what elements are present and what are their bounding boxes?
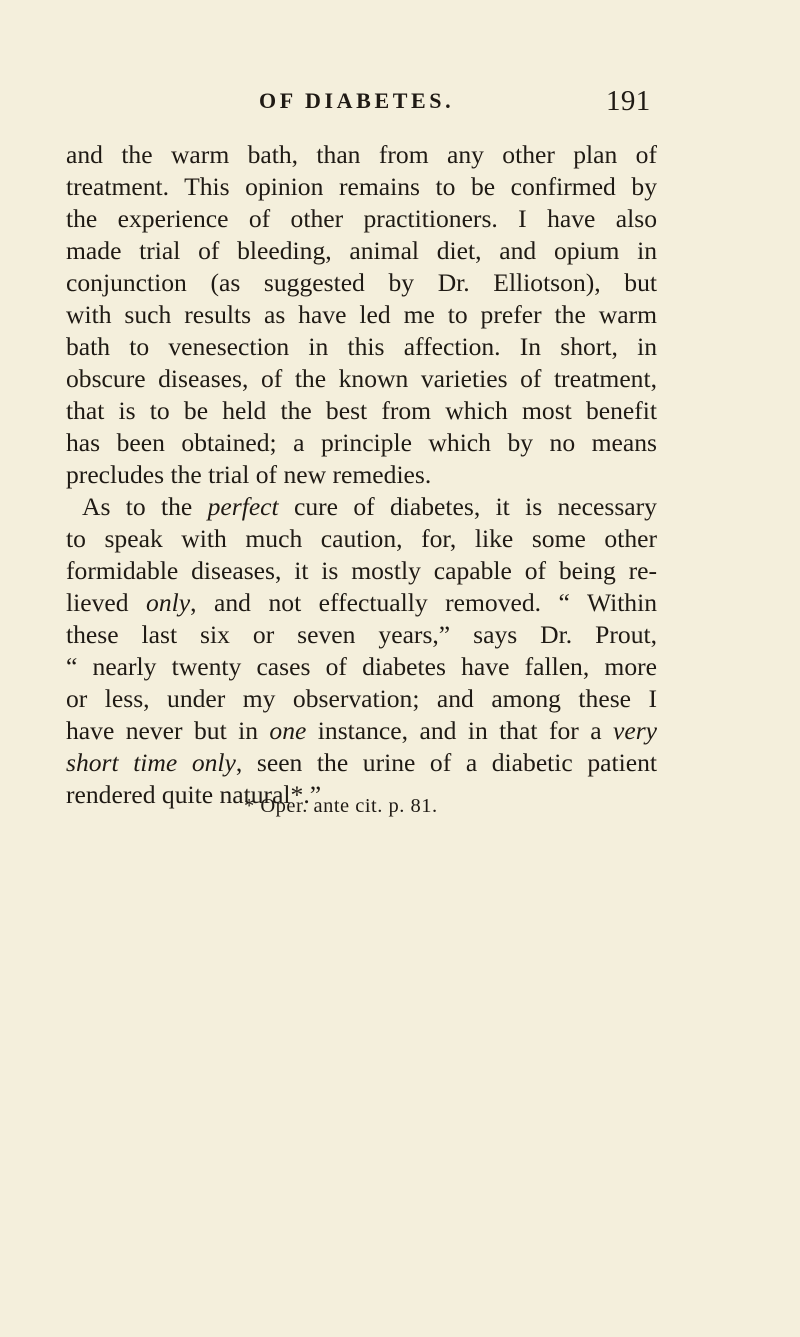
line-text: , seen the urine of a diabetic patient xyxy=(235,748,657,777)
text-line-with-emphasis xyxy=(66,747,657,779)
text-line: made trial of bleeding, animal diet, and opium in xyxy=(66,236,657,265)
text-line: “ nearly twenty cases of diabetes have fallen, more xyxy=(66,652,657,681)
line-text: , and not effectually removed. “ Within xyxy=(190,588,657,617)
text-line: has been obtained; a principle which by no means xyxy=(66,428,657,457)
text-line: or less, under my observation; and among these I xyxy=(66,684,657,713)
text-line: the experience of other practitioners. I have also xyxy=(66,204,657,233)
emphasized-word: one xyxy=(269,716,307,745)
text-line: obscure diseases, of the known varieties of treatment, xyxy=(66,364,657,393)
text-line-with-emphasis xyxy=(66,587,657,619)
paragraph-end-line: rendered quite natural*.” xyxy=(66,780,322,809)
text-line: and the warm bath, than from any other plan of xyxy=(66,140,657,169)
line-text: instance, and in that for a xyxy=(306,716,613,745)
line-text: cure of diabetes, it is necessary xyxy=(278,492,657,521)
line-text: lieved xyxy=(66,588,147,617)
text-line: to speak with much caution, for, like some other xyxy=(66,524,657,553)
page-number: 191 xyxy=(606,85,651,117)
line-text: As to the xyxy=(82,492,208,521)
text-line-with-emphasis xyxy=(66,715,657,747)
running-title: OF DIABETES. xyxy=(259,88,455,113)
footnote: * Oper. ante cit. p. 81. xyxy=(244,795,438,817)
emphasized-word: very xyxy=(612,716,657,745)
text-line: that is to be held the best from which most benefit xyxy=(66,396,657,425)
emphasized-phrase: short time only xyxy=(66,748,236,777)
body-text xyxy=(66,139,657,811)
line-text: have never but in xyxy=(66,716,270,745)
paragraph-end-line: precludes the trial of new remedies. xyxy=(66,460,432,489)
text-line: treatment. This opinion remains to be confirmed by xyxy=(66,172,657,201)
text-line: with such results as have led me to prefer the warm xyxy=(66,300,657,329)
text-line: formidable diseases, it is mostly capable of being re- xyxy=(66,556,657,585)
text-line: these last six or seven years,” says Dr. Prout, xyxy=(66,620,657,649)
text-line: conjunction (as suggested by Dr. Elliotson), but xyxy=(66,268,657,297)
running-head xyxy=(0,86,800,126)
emphasized-word: only xyxy=(146,588,191,617)
text-line: bath to venesection in this affection. In short, in xyxy=(66,332,657,361)
text-line-with-emphasis xyxy=(66,491,657,523)
emphasized-word: perfect xyxy=(207,492,279,521)
